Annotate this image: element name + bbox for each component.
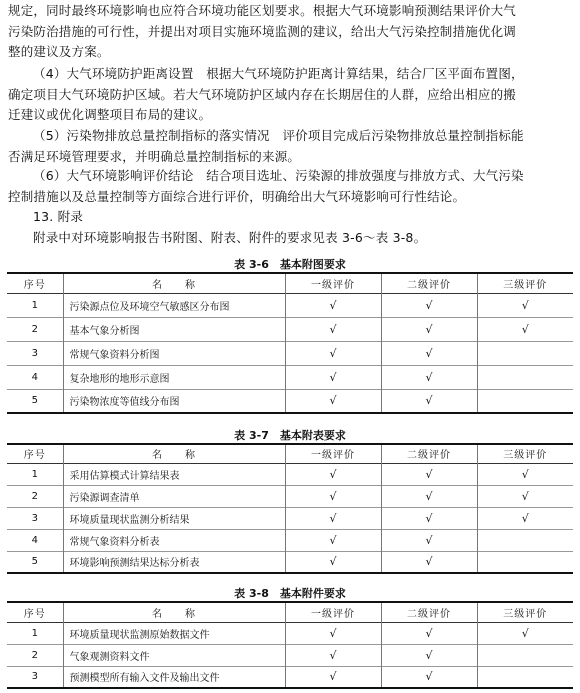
row-name: 基本气象分析图 xyxy=(63,317,285,341)
check-level-1: √ xyxy=(285,551,381,573)
header-cell: 二级评价 xyxy=(381,602,477,622)
text-line: （6）大气环境影响评价结论 结合项目选址、污染源的排放强度与排放方式、大气污染 xyxy=(33,168,524,183)
header-cell: 三级评价 xyxy=(477,444,573,463)
text-line: 控制措施以及总量控制等方面综合进行评价，明确给出大气环境影响可行性结论。 xyxy=(8,188,466,204)
text-line: 迁建议或优化调整项目布局的建议。 xyxy=(8,107,212,122)
check-level-2: √ xyxy=(381,529,477,551)
check-level-2: √ xyxy=(381,293,477,317)
table-row xyxy=(7,463,573,485)
check-level-2: √ xyxy=(381,666,477,688)
check-level-2: √ xyxy=(381,507,477,529)
section-heading-appendix xyxy=(8,207,574,228)
check-level-1: √ xyxy=(285,463,381,485)
check-level-3 xyxy=(477,551,573,573)
check-level-3: √ xyxy=(477,463,573,485)
row-name: 复杂地形的地形示意图 xyxy=(63,365,285,389)
table-caption: 表 3-6 基本附图要求 xyxy=(234,258,346,271)
header-cell: 名 称 xyxy=(63,273,285,293)
header-cell: 名 称 xyxy=(63,444,285,463)
row-name: 常规气象资料分析图 xyxy=(63,341,285,365)
row-number: 5 xyxy=(31,395,38,407)
check-level-3: √ xyxy=(477,293,573,317)
row-number: 2 xyxy=(31,323,38,335)
check-level-3: √ xyxy=(477,317,573,341)
table-basic-figures xyxy=(7,272,573,414)
header-cell: 一级评价 xyxy=(285,444,381,463)
header-cell: 一级评价 xyxy=(285,602,381,622)
table-row xyxy=(7,622,573,644)
row-name: 污染源点位及环境空气敏感区分布图 xyxy=(63,293,285,317)
check-level-1: √ xyxy=(285,644,381,666)
row-number: 4 xyxy=(31,534,38,546)
check-level-1: √ xyxy=(285,485,381,507)
check-level-2: √ xyxy=(381,341,477,365)
table-row xyxy=(7,389,573,413)
check-level-1: √ xyxy=(285,389,381,413)
row-number: 5 xyxy=(31,556,38,568)
table-row xyxy=(7,485,573,507)
row-number: 3 xyxy=(31,671,38,683)
check-level-1: √ xyxy=(285,317,381,341)
text-line: 污染防治措施的可行性，并提出对项目实施环境监测的建议，给出大气污染控制措施优化调 xyxy=(8,23,517,39)
check-level-1: √ xyxy=(285,507,381,529)
table-row xyxy=(7,507,573,529)
check-level-2: √ xyxy=(381,485,477,507)
check-level-1: √ xyxy=(285,529,381,551)
header-cell: 名 称 xyxy=(63,602,285,622)
row-name: 环境影响预测结果达标分析表 xyxy=(63,551,285,573)
header-cell: 序号 xyxy=(23,608,46,620)
table-basic-attachments xyxy=(7,601,573,689)
table-row xyxy=(7,317,573,341)
check-level-3 xyxy=(477,529,573,551)
check-level-1: √ xyxy=(285,622,381,644)
header-cell: 二级评价 xyxy=(381,444,477,463)
check-level-3: √ xyxy=(477,622,573,644)
check-level-2: √ xyxy=(381,389,477,413)
paragraph-item-6 xyxy=(8,166,574,207)
row-name: 环境质量现状监测分析结果 xyxy=(63,507,285,529)
check-level-3: √ xyxy=(477,485,573,507)
row-name: 污染物浓度等值线分布图 xyxy=(63,389,285,413)
text-line: （4）大气环境防护距离设置 根据大气环境防护距离计算结果，结合厂区平面布置图， xyxy=(33,66,524,81)
check-level-2: √ xyxy=(381,365,477,389)
check-level-2: √ xyxy=(381,622,477,644)
row-name: 预测模型所有输入文件及输出文件 xyxy=(63,666,285,688)
check-level-2: √ xyxy=(381,463,477,485)
row-number: 1 xyxy=(31,627,38,639)
paragraph-item-5 xyxy=(8,126,574,167)
table-row xyxy=(7,293,573,317)
text-line: （5）污染物排放总量控制指标的落实情况 评价项目完成后污染物排放总量控制指标能 xyxy=(33,128,524,143)
check-level-1: √ xyxy=(285,666,381,688)
table-caption: 表 3-7 基本附表要求 xyxy=(234,429,346,442)
row-number: 1 xyxy=(31,299,38,311)
check-level-3 xyxy=(477,389,573,413)
table-row xyxy=(7,341,573,365)
header-cell: 一级评价 xyxy=(285,273,381,293)
table-row xyxy=(7,644,573,666)
check-level-1: √ xyxy=(285,365,381,389)
row-name: 环境质量现状监测原始数据文件 xyxy=(63,622,285,644)
check-level-2: √ xyxy=(381,551,477,573)
row-name: 常规气象资料分析表 xyxy=(63,529,285,551)
row-number: 3 xyxy=(31,347,38,359)
row-name: 污染源调查清单 xyxy=(63,485,285,507)
text-line: 13. 附录 xyxy=(33,209,84,224)
header-cell: 序号 xyxy=(23,279,46,291)
text-line: 确定项目大气环境防护区域。若大气环境防护区域内存在长期居住的人群，应给出相应的搬 xyxy=(8,86,517,102)
check-level-3 xyxy=(477,365,573,389)
table-caption: 表 3-8 基本附件要求 xyxy=(234,587,346,600)
text-line: 附录中对环境影响报告书附图、附表、附件的要求见表 3-6～表 3-8。 xyxy=(33,230,427,245)
row-number: 4 xyxy=(31,371,38,383)
text-line: 规定，同时最终环境影响也应符合环境功能区划要求。根据大气环境影响预测结果评价大气 xyxy=(8,3,517,18)
row-number: 2 xyxy=(31,649,38,661)
check-level-3 xyxy=(477,644,573,666)
check-level-1: √ xyxy=(285,293,381,317)
paragraph-item-4 xyxy=(8,64,574,126)
text-line: 整的建议及方案。 xyxy=(8,44,110,59)
header-cell: 三级评价 xyxy=(477,273,573,293)
check-level-2: √ xyxy=(381,644,477,666)
check-level-2: √ xyxy=(381,317,477,341)
header-cell: 序号 xyxy=(23,450,46,462)
table-row xyxy=(7,666,573,688)
header-cell: 三级评价 xyxy=(477,602,573,622)
table-basic-attached-tables xyxy=(7,443,573,574)
paragraph-conclusion-continued xyxy=(8,1,574,63)
row-name: 气象观测资料文件 xyxy=(63,644,285,666)
row-name: 采用估算模式计算结果表 xyxy=(63,463,285,485)
text-line: 否满足环境管理要求，并明确总量控制指标的来源。 xyxy=(8,148,301,164)
check-level-3: √ xyxy=(477,507,573,529)
row-number: 2 xyxy=(31,490,38,502)
table-row xyxy=(7,529,573,551)
header-cell: 二级评价 xyxy=(381,273,477,293)
check-level-1: √ xyxy=(285,341,381,365)
check-level-3 xyxy=(477,341,573,365)
row-number: 3 xyxy=(31,512,38,524)
row-number: 1 xyxy=(31,468,38,480)
table-row xyxy=(7,365,573,389)
check-level-3 xyxy=(477,666,573,688)
paragraph-appendix-intro xyxy=(8,228,574,249)
table-row xyxy=(7,551,573,573)
